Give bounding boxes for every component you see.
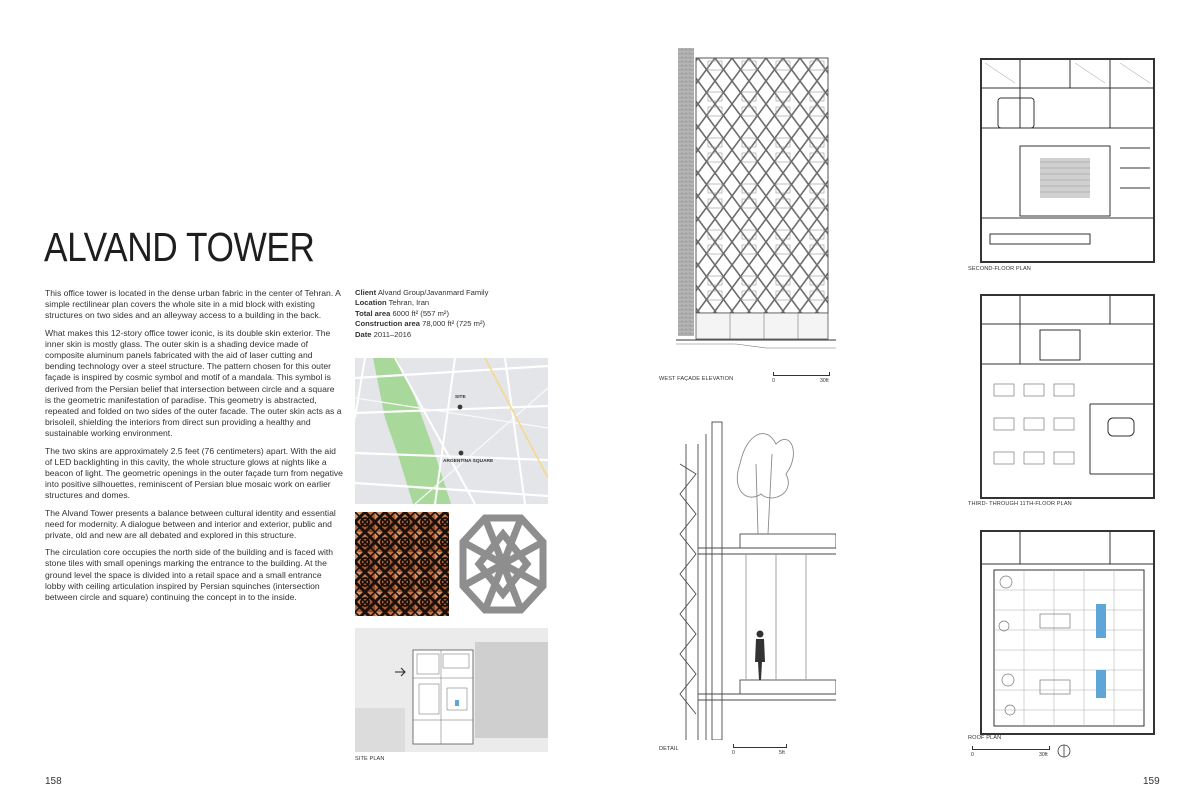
body-paragraph-4: The Alvand Tower presents a balance between cultural identity and essential need for modernity. A dialogue between and interior and exterior, public and private, old and new are all debated and explored in this structure. <box>45 507 336 541</box>
fact-construction-area: Construction area 78,000 ft² (725 m²) <box>355 319 485 329</box>
detail-section-drawing <box>676 404 836 740</box>
square-marker-icon <box>459 451 464 456</box>
facade-scale-start: 0 <box>772 378 775 384</box>
project-facts <box>355 288 505 340</box>
body-text <box>45 288 343 609</box>
second-floor-plan <box>980 58 1155 263</box>
north-arrow-icon <box>1057 744 1071 758</box>
body-paragraph-5: The circulation core occupies the north side of the building and is faced with stone tiles with small openings marking the entrance to the building. At the ground level the space is divided into a retail space and a small entrance lobby with ceiling articulation inspired by Persian squinches (intersection between circle and square) continuing the concept in to the inside. <box>45 547 334 603</box>
detail-scale-start: 0 <box>732 750 735 756</box>
west-facade-caption: WEST FAÇADE ELEVATION <box>659 376 734 382</box>
right-page-number: 159 <box>1143 776 1160 787</box>
lit-pattern-photo <box>355 512 449 616</box>
plan-scale-start: 0 <box>971 752 974 758</box>
body-paragraph-1: This office tower is located in the dense urban fabric in the center of Tehran. A simple rectilinear plan covers the whole site in a mid block with existing structures on two sides and an alleyway access to a building in the back. <box>45 288 341 321</box>
map-site-label: SITE <box>455 395 466 400</box>
mandala-motif-graphic <box>457 512 549 616</box>
left-page-number: 158 <box>45 776 62 787</box>
second-floor-caption: SECOND-FLOOR PLAN <box>968 266 1031 272</box>
body-paragraph-3: The two skins are approximately 2.5 feet (76 centimeters) apart. With the aid of LED backlighting in this cavity, the whole structure glows at nights like a beacon of light. The geometric openings in the outer façade turn from negative into positive silhouettes, reminiscent of Persian blue mosaic work on earlier structures and domes. <box>45 445 343 501</box>
page-title: ALVAND TOWER <box>44 224 315 270</box>
location-map <box>355 358 548 504</box>
person-figure-icon <box>755 631 765 681</box>
facade-scale-end: 30ft <box>820 378 829 384</box>
map-square-label: ARGENTINA SQUARE <box>443 459 494 464</box>
typical-floor-caption: THIRD- THROUGH 11TH-FLOOR PLAN <box>968 501 1072 507</box>
detail-scale-bar <box>733 744 785 758</box>
roof-pool-2 <box>1096 670 1106 698</box>
facade-scale-bar <box>773 372 828 386</box>
detail-caption: DETAIL <box>659 746 679 752</box>
plan-scale-bar <box>972 746 1048 760</box>
fact-total-area: Total area 6000 ft² (557 m²) <box>355 308 449 318</box>
roof-plan <box>980 530 1155 735</box>
roof-pool-1 <box>1096 604 1106 638</box>
body-paragraph-2: What makes this 12-story office tower iconic, is its double skin exterior. The inner skin is mostly glass. The outer skin is a shading device made of composite aluminum panels fabricated with the aid of laser cutting and bending technology over a steel structure. The pattern chosen for this outer façade is inspired by cosmic symbol and motif of a mandala. This symbol is derived from the Persian belief that intersection between circle and a square is the geometric manifestation of paradise. This geometry is abstracted, repeated and folded on two sides of the outer facade. The outer skin acts as a brisoleil, shielding the interiors from direct sun providing a healthy and sustainable working environment. <box>45 327 342 439</box>
west-facade-elevation <box>676 48 836 356</box>
site-plan-caption: SITE PLAN <box>355 756 385 762</box>
typical-floor-plan <box>980 294 1155 499</box>
plan-scale-end: 30ft <box>1039 752 1048 758</box>
fact-date: Date 2011–2016 <box>355 329 412 339</box>
site-plan-drawing <box>355 628 548 752</box>
fact-location: Location Tehran, Iran <box>355 298 430 308</box>
roof-plan-caption: ROOF PLAN <box>968 735 1002 741</box>
detail-scale-end: 5ft <box>779 750 785 756</box>
fact-client: Client Alvand Group/Javanmard Family <box>355 288 489 297</box>
site-marker-icon <box>458 405 463 410</box>
